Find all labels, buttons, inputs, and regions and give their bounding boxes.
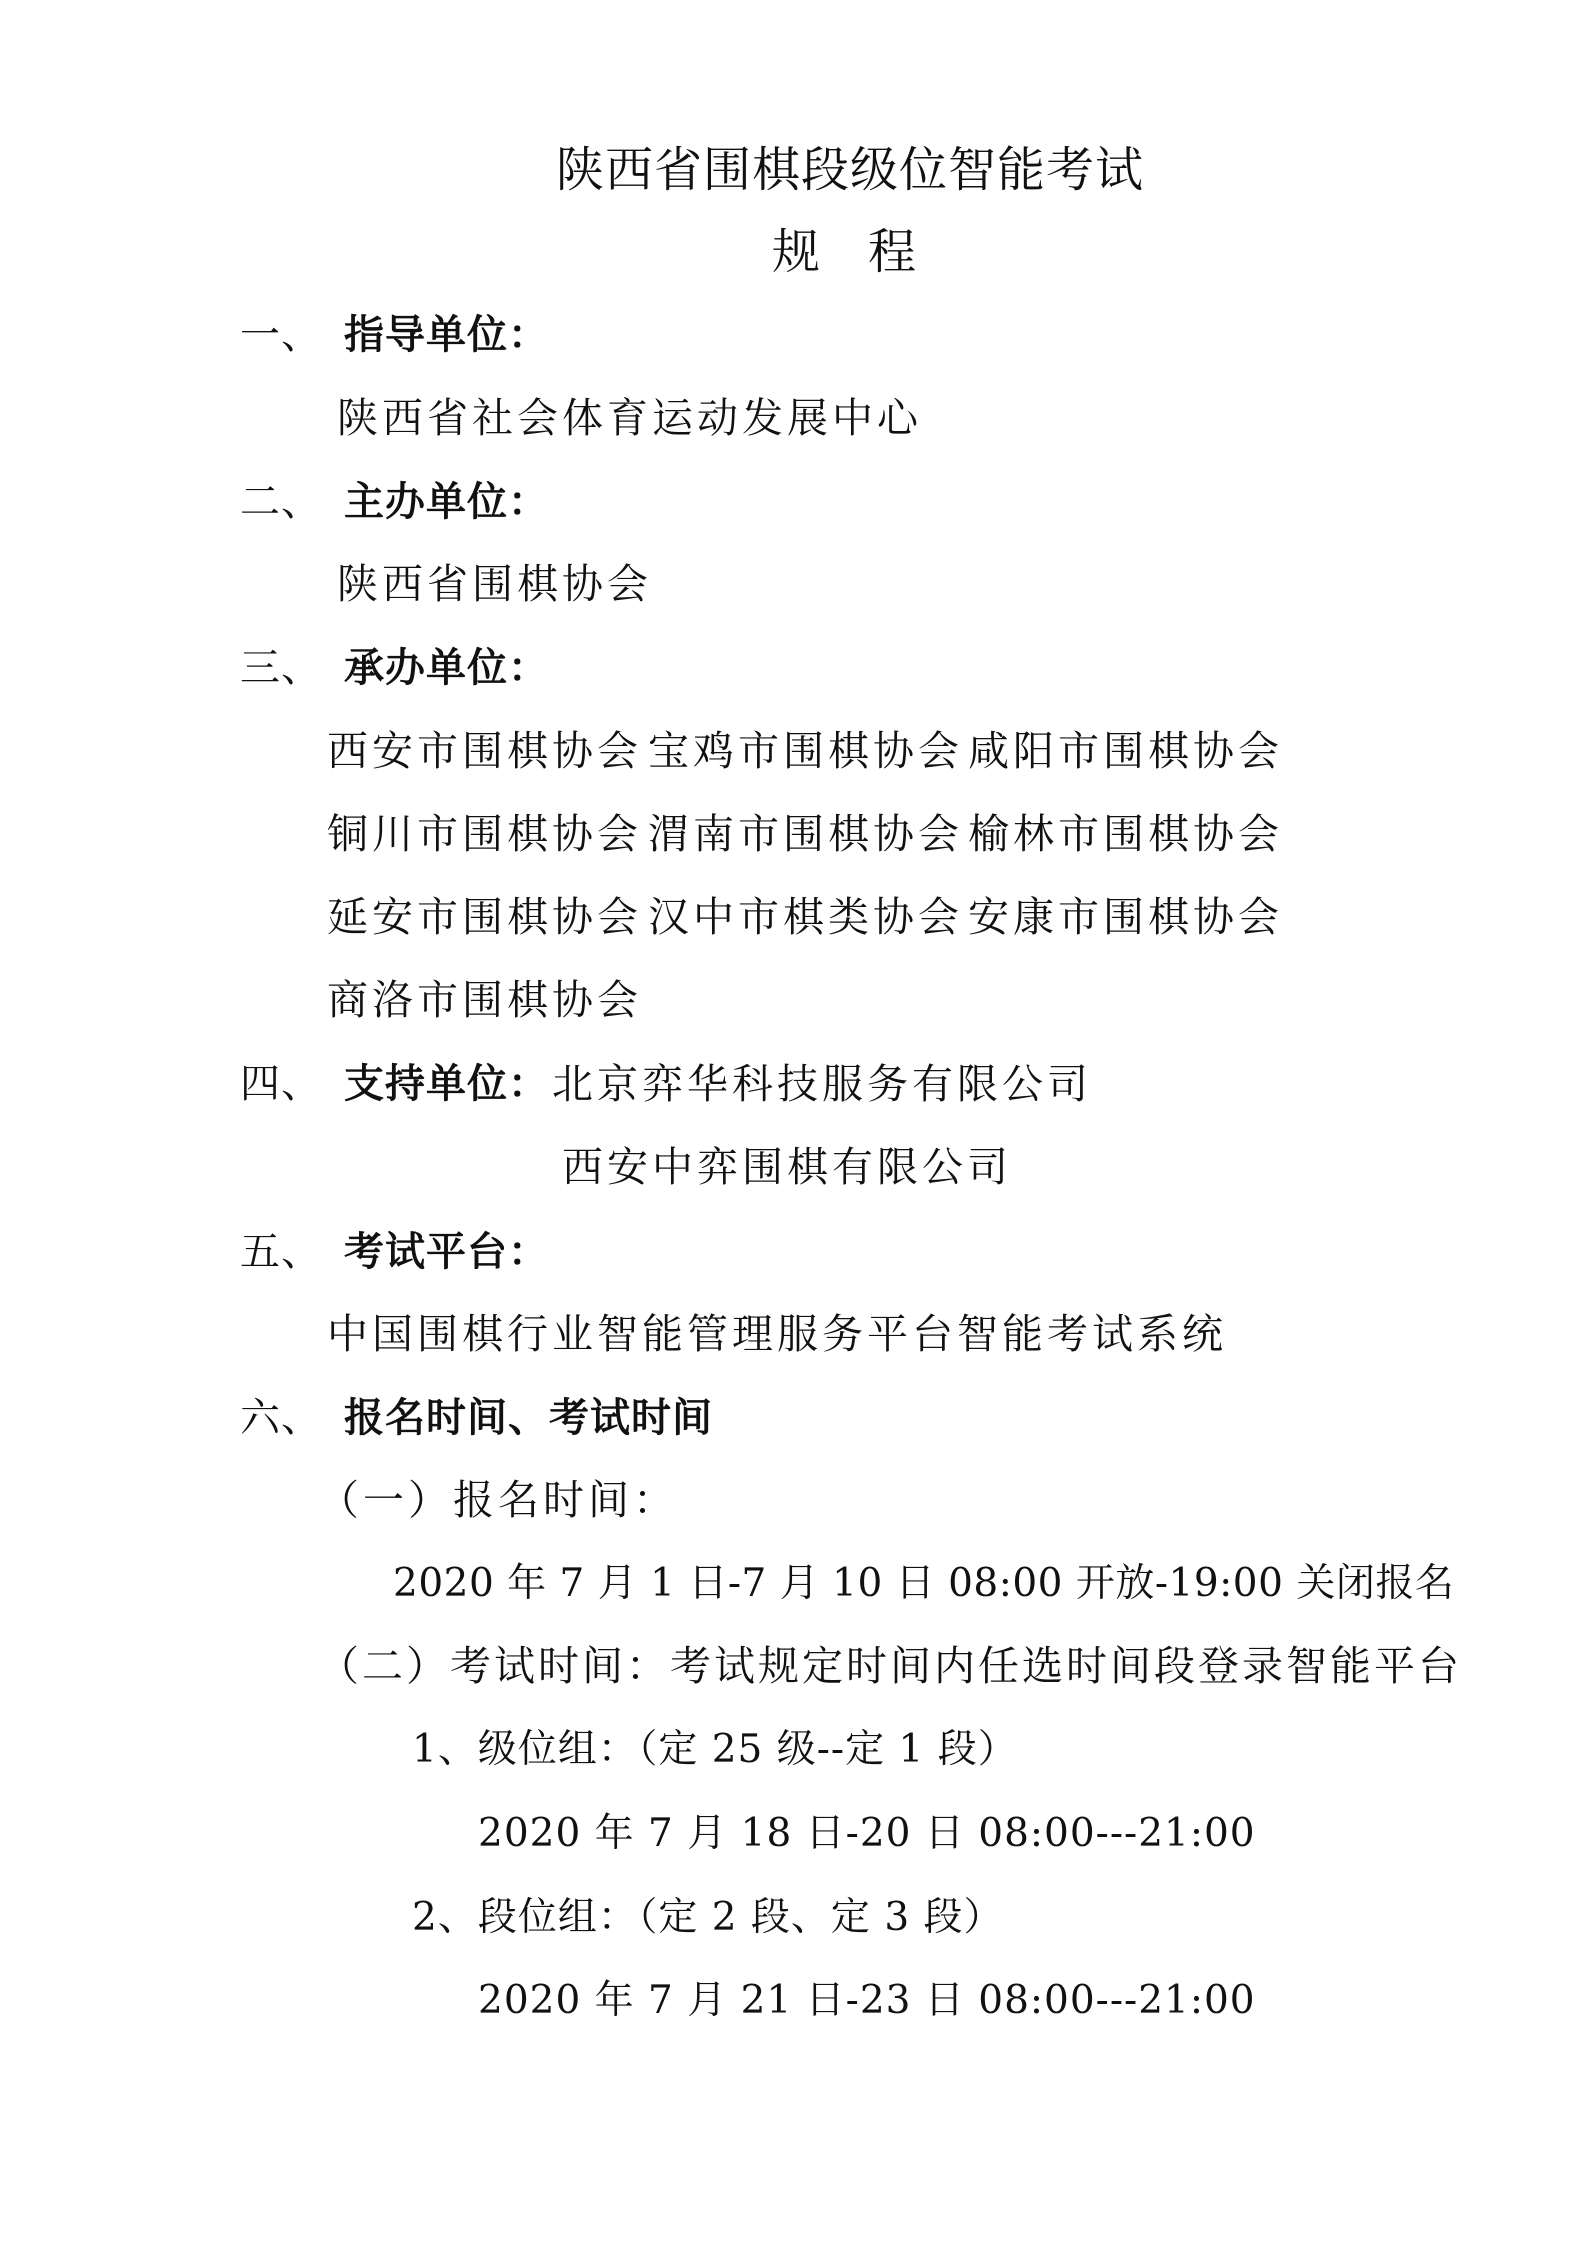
org-list-item: 商洛市围棋协会 — [327, 976, 642, 1024]
section-2-label: 主办单位： — [344, 479, 549, 525]
exam-group-label: 1、级位组：（定 25 级--定 1 段） — [412, 1727, 1018, 1772]
section-6-label: 报名时间、考试时间 — [344, 1395, 713, 1441]
section-3-number: 三、 — [240, 645, 322, 691]
section-1-content: 陕西省社会体育运动发展中心 — [337, 394, 922, 442]
org-list-item: 汉中市棋类协会 — [648, 893, 963, 941]
section-3-heading — [240, 645, 549, 691]
document-subtitle: 规 程 — [772, 224, 917, 280]
section-4-number: 四、 — [240, 1061, 322, 1107]
section-1-heading — [240, 312, 549, 358]
section-1-number: 一、 — [240, 312, 322, 358]
exam-group-time: 2020 年 7 月 21 日-23 日 08:00---21:00 — [478, 1978, 1256, 2023]
section-5-content: 中国围棋行业智能管理服务平台智能考试系统 — [327, 1310, 1227, 1358]
section-5-label: 考试平台： — [344, 1229, 549, 1275]
org-list-item: 安康市围棋协会 — [968, 893, 1283, 941]
section-2-content: 陕西省围棋协会 — [337, 560, 652, 608]
section-4-label: 支持单位： — [344, 1061, 549, 1107]
section-1-label: 指导单位： — [344, 312, 549, 358]
org-list-item: 渭南市围棋协会 — [648, 810, 963, 858]
org-list-item: 西安市围棋协会 — [327, 727, 642, 775]
org-list-item: 榆林市围棋协会 — [968, 810, 1283, 858]
section-6-heading — [240, 1395, 713, 1441]
org-list-item: 延安市围棋协会 — [327, 893, 642, 941]
registration-time: 2020 年 7 月 1 日-7 月 10 日 08:00 开放-19:00 关闭报名 — [393, 1561, 1455, 1606]
section-2-number: 二、 — [240, 479, 322, 525]
section-3-label: 承办单位： — [344, 645, 549, 691]
exam-time-label: （二）考试时间：考试规定时间内任选时间段登录智能平台 — [318, 1642, 1462, 1690]
org-list-item: 铜川市围棋协会 — [327, 810, 642, 858]
exam-group-time: 2020 年 7 月 18 日-20 日 08:00---21:00 — [478, 1811, 1256, 1856]
section-2-heading — [240, 479, 549, 525]
registration-label: （一）报名时间： — [318, 1476, 678, 1524]
document-title: 陕西省围棋段级位智能考试 — [556, 142, 1145, 198]
section-5-number: 五、 — [240, 1229, 322, 1275]
org-list-item: 宝鸡市围棋协会 — [648, 727, 963, 775]
section-5-heading — [240, 1229, 549, 1275]
section-4-heading — [240, 1061, 549, 1107]
section-6-number: 六、 — [240, 1395, 322, 1441]
exam-group-label: 2、段位组：（定 2 段、定 3 段） — [412, 1895, 1004, 1940]
org-list-item: 咸阳市围棋协会 — [968, 727, 1283, 775]
support-org-item: 北京弈华科技服务有限公司 — [552, 1060, 1092, 1108]
support-org-item: 西安中弈围棋有限公司 — [562, 1143, 1012, 1191]
